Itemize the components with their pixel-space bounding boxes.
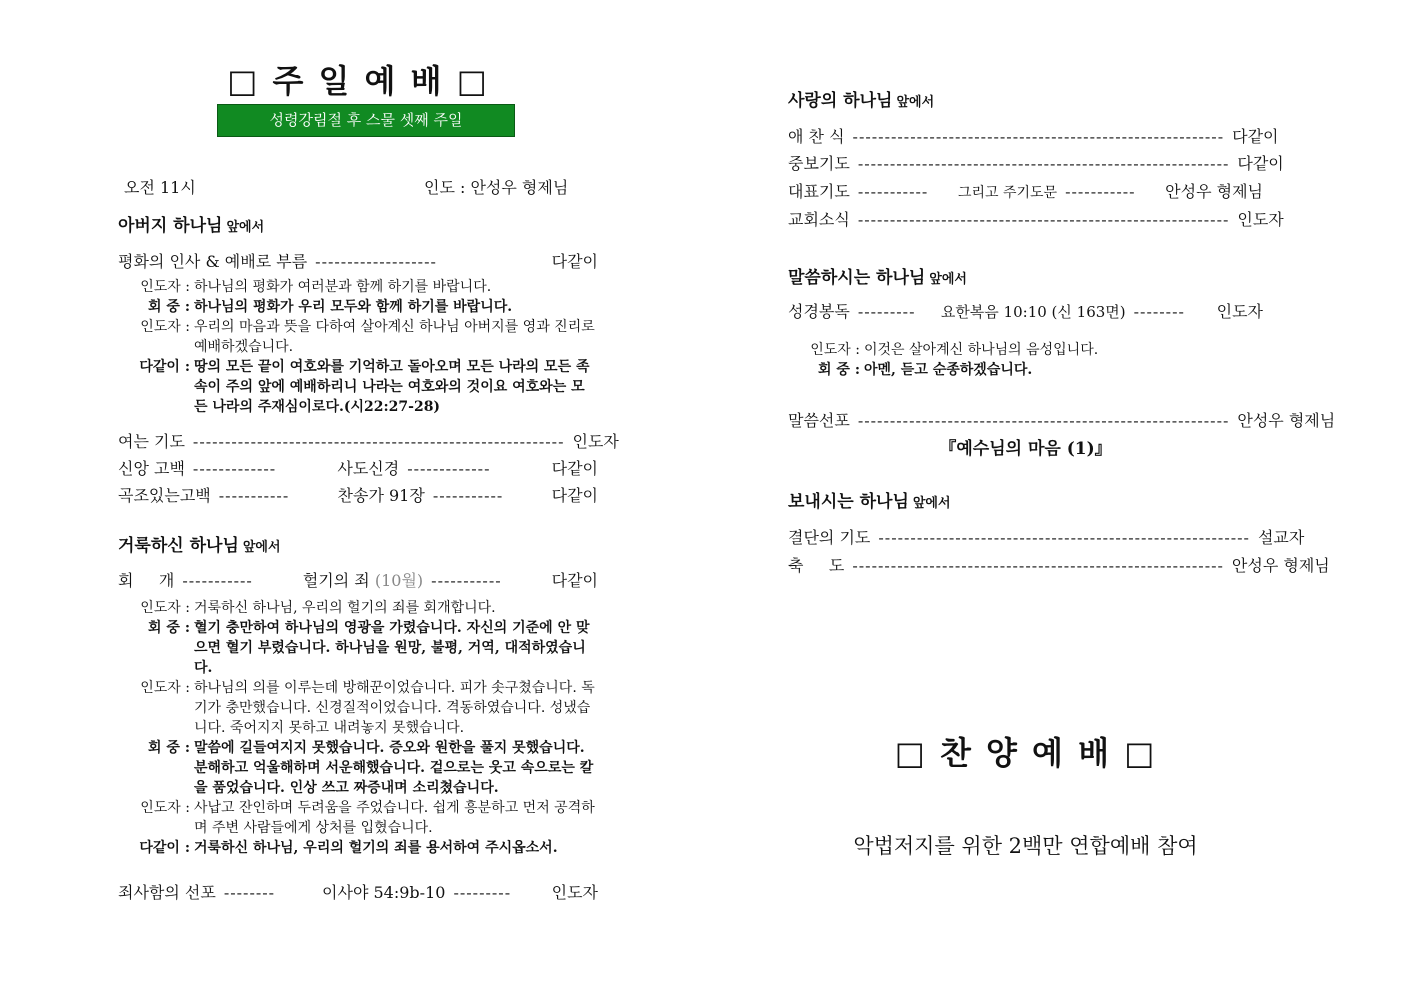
response-line [118,277,598,297]
order-label: 죄사함의 선포 [118,883,216,902]
order-label: 여는 기도 [118,432,185,451]
response-line [118,297,598,317]
section-suffix: 앞에서 [929,272,967,287]
order-label: 축 도 [788,556,845,575]
section-title: 거룩하신 하나님 [118,536,239,556]
dash-leader: ---------------------------------------------------------- [852,556,1224,575]
section-heading-love [788,86,934,111]
dash-leader: ---------------------------------------------------------- [852,127,1225,146]
confession-month: (10월) [374,571,424,590]
order-who: 다같이 [551,252,598,271]
response-line [118,838,598,858]
section-suffix: 앞에서 [242,540,281,555]
dash-leader: ----------- [182,571,253,590]
section-title: 아버지 하나님 [118,216,223,236]
confession-topic: 헐기의 죄 [302,571,370,590]
order-who: 설교자 [1257,528,1305,547]
order-who: 다같이 [551,459,598,478]
order-item-scripture [788,299,1263,322]
response-text: 거룩하신 하나님, 우리의 헐기의 죄를 용서하여 주시옵소서. [194,840,558,856]
service-time: 오전 11시 [124,178,196,197]
dash-leader: -------- [223,883,276,902]
response-speaker: 인도자 : [810,342,860,358]
response-speaker: 인도자 : [140,600,190,616]
response-text: 이것은 살아계신 하나님의 음성입니다. [864,342,1099,358]
order-label: 중보기도 [788,154,850,173]
response-speaker: 다같이 : [139,840,190,856]
order-item-love-feast [788,124,1279,147]
dash-leader: ------------- [192,459,277,478]
order-item-creed [118,456,598,479]
order-label: 신앙 고백 [118,459,185,478]
response-speaker: 회 중 : [148,740,190,756]
sermon-title: 『예수님의 마음 (1)』 [939,439,1112,459]
dash-leader: --------- [857,302,916,321]
response-text: 말씀에 길들여지지 못했습니다. 증오와 원한을 풀지 못했습니다. 분해하고 억울해하며 서운해했습니다. 겉으로는 웃고 속으로는 칼을 품었습니다. 인상 쓰고 짜증내며 소리쳤습니다. [194,740,594,796]
section-heading-holy [118,531,281,556]
order-item-representative-prayer [788,179,1263,202]
order-item-intercession [788,151,1284,174]
response-speaker: 회 중 : [148,299,190,315]
order-label: 곡조있는고백 [118,486,211,505]
section-heading-sending [788,487,951,512]
order-mid: 사도신경 [337,459,400,478]
response-speaker: 회 중 : [148,620,190,636]
order-item-sermon [788,408,1336,431]
order-who: 인도자 [1237,210,1284,229]
response-speaker: 인도자 : [140,319,190,335]
response-line [118,798,598,838]
order-mid: 그리고 주기도문 [957,185,1058,201]
order-who: 인도자 [572,432,619,451]
response-speaker: 다같이 : [139,359,190,375]
response-line [118,678,598,738]
order-item-announcements [788,207,1284,230]
response-line [118,598,598,618]
response-speaker: 인도자 : [140,279,190,295]
order-item-opening-prayer [118,429,619,452]
order-item-benediction [788,553,1330,576]
response-text: 거룩하신 하나님, 우리의 헐기의 죄를 회개합니다. [194,600,496,616]
order-mid: 찬송가 91장 [337,486,425,505]
dash-leader: ------------------- [315,252,437,271]
page-title: □ 주 일 예 배 □ [227,62,489,100]
order-item-greeting [118,249,598,272]
dash-leader: ---------------------------------------------------------- [878,528,1250,547]
order-item-hymn [118,483,598,506]
order-item-confession [118,568,598,591]
order-who: 안성우 형제님 [1237,411,1336,430]
reading-response-block [788,340,1263,380]
order-label: 결단의 기도 [788,528,871,547]
response-line [788,360,1263,380]
order-who: 다같이 [1232,127,1279,146]
response-text: 사납고 잔인하며 두려움을 주었습니다. 쉽게 흥분하고 먼저 공격하며 주변 사람들에게 상처를 입혔습니다. [194,800,595,836]
joint-service-notice: 악법저지를 위한 2백만 연합예배 참여 [853,834,1198,858]
dash-leader: ----------- [1065,182,1136,201]
praise-service-title: □ 찬 양 예 배 □ [894,734,1157,772]
order-label: 회 개 [118,571,175,590]
dash-leader: ---------------------------------------------------------- [857,411,1230,430]
response-text: 아멘, 듣고 순종하겠습니다. [864,362,1033,378]
service-leader: 인도 : 안성우 형제님 [424,178,569,197]
section-title: 말씀하시는 하나님 [788,268,926,288]
dash-leader: ----------- [857,182,929,201]
dash-leader: ----------- [432,486,504,505]
response-speaker: 회 중 : [818,362,860,378]
order-who: 안성우 형제님 [1231,556,1330,575]
response-text: 우리의 마음과 뜻을 다하여 살아계신 하나님 아버지를 영과 진리로 예배하겠습니다. [194,319,595,355]
order-who: 안성우 형제님 [1165,182,1263,201]
response-line [118,618,598,678]
dash-leader: --------- [453,883,512,902]
dash-leader: ---------------------------------------------------------- [857,154,1230,173]
order-who: 다같이 [551,486,598,505]
response-speaker: 인도자 : [140,800,190,816]
section-suffix: 앞에서 [226,220,265,235]
confession-response-block [118,598,598,858]
response-line [118,317,598,357]
sunday-banner: 성령강림절 후 스물 셋째 주일 [217,104,515,137]
dash-leader: ----------- [431,571,502,590]
response-text: 하나님의 의를 이루는데 방해꾼이었습니다. 피가 솟구쳤습니다. 독기가 충만했습니다. 신경질적이었습니다. 격동하였습니다. 성냈습니다. 죽어지지 못하고 내려놓지 못했습니다. [194,680,595,736]
response-text: 하나님의 평화가 우리 모두와 함께 하기를 바랍니다. [194,299,513,315]
response-speaker: 인도자 : [140,680,190,696]
order-who: 인도자 [1216,302,1264,321]
order-label: 평화의 인사 & 예배로 부름 [118,252,308,271]
order-mid: 이사야 54:9b-10 [322,883,446,902]
response-text: 하나님의 평화가 여러분과 함께 하기를 바랍니다. [194,279,492,295]
order-item-decision-prayer [788,525,1305,548]
response-line [118,738,598,798]
response-line [118,357,598,417]
dash-leader: ------------- [407,459,491,478]
order-who: 다같이 [1237,154,1284,173]
order-label: 말씀선포 [788,411,850,430]
call-response-block [118,277,598,417]
section-title: 보내시는 하나님 [788,492,909,512]
section-title: 사랑의 하나님 [788,91,893,111]
order-label: 애 찬 식 [788,127,845,146]
section-suffix: 앞에서 [896,95,935,110]
dash-leader: ---------------------------------------------------------- [192,432,565,451]
response-line [788,340,1263,360]
order-label: 대표기도 [788,182,850,201]
dash-leader: ---------------------------------------------------------- [857,210,1230,229]
order-who: 인도자 [551,883,599,902]
response-text: 혈기 충만하여 하나님의 영광을 가렸습니다. 자신의 기준에 안 맞으면 혈기 부렸습니다. 하나님을 원망, 불평, 거역, 대적하였습니다. [194,620,590,676]
section-heading-speaking [788,263,967,288]
order-mid [303,568,423,591]
dash-leader: -------- [1133,302,1185,321]
section-heading-father [118,211,264,236]
section-suffix: 앞에서 [912,496,951,511]
dash-leader: ----------- [218,486,290,505]
response-text: 땅의 모든 끝이 여호와를 기억하고 돌아오며 모든 나라의 모든 족속이 주의 앞에 예배하리니 나라는 여호와의 것이요 여호와는 모든 나라의 주재심이로다.(시22:27-28) [194,359,590,415]
order-item-absolution [118,880,598,903]
order-label: 성경봉독 [788,302,850,321]
order-label: 교회소식 [788,210,850,229]
order-who: 다같이 [551,571,599,590]
order-mid: 요한복음 10:10 (신 163면) [940,303,1126,321]
